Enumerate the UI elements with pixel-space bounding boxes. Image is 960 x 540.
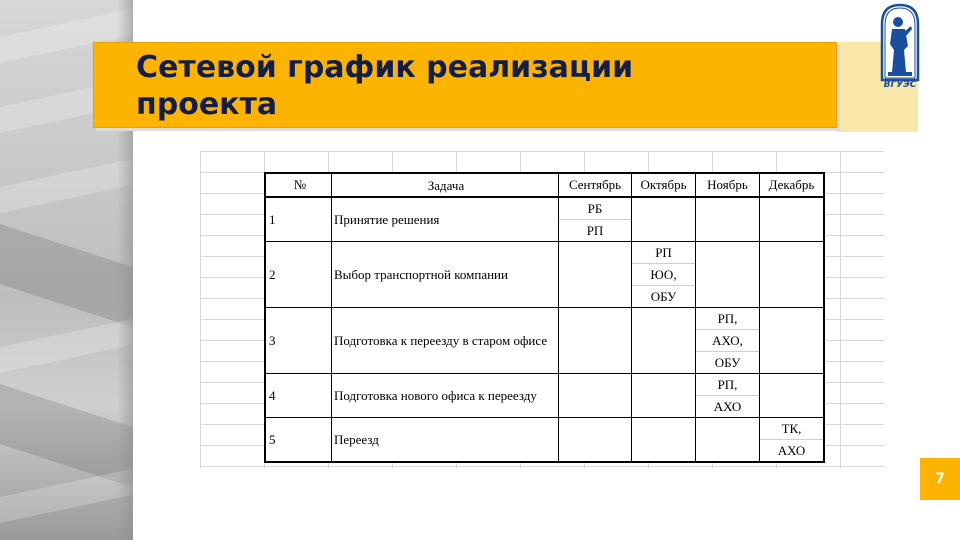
cell-november [696, 242, 760, 308]
header-number: № [265, 173, 332, 197]
cell-october [632, 308, 696, 374]
logo-text: ВГУЭС [883, 80, 917, 90]
cell-october [632, 418, 696, 463]
responsible-label: АХО [777, 443, 806, 458]
slide-title: Сетевой график реализации проекта [136, 50, 634, 122]
row-task: Принятие решения [332, 197, 559, 242]
responsible-label: ТК, [760, 418, 823, 440]
cell-december [760, 374, 825, 418]
row-number: 2 [265, 242, 332, 308]
responsible-label: ОБУ [714, 355, 741, 370]
cell-september [559, 197, 632, 242]
header-september: Сентябрь [559, 173, 632, 197]
responsible-label: РП, [696, 308, 759, 330]
table-row [265, 308, 824, 374]
table-row [265, 418, 824, 463]
responsible-label: РБ [559, 198, 631, 220]
row-number: 4 [265, 374, 332, 418]
responsible-label: РП, [696, 374, 759, 396]
page-number: 7 [920, 458, 960, 500]
table-row [265, 197, 824, 242]
cell-september [559, 308, 632, 374]
header-october: Октябрь [632, 173, 696, 197]
cell-september [559, 418, 632, 463]
cell-september [559, 374, 632, 418]
cell-december [760, 242, 825, 308]
statue-emblem-icon [878, 2, 922, 82]
cell-november [696, 374, 760, 418]
row-task: Подготовка нового офиса к переезду [332, 374, 559, 418]
header-december: Декабрь [760, 173, 825, 197]
cell-september [559, 242, 632, 308]
responsible-label: АХО [713, 399, 742, 414]
responsible-label: ЮО, [632, 264, 695, 286]
title-bar [93, 42, 837, 128]
responsible-label: АХО, [696, 330, 759, 352]
table-header-row [265, 173, 824, 197]
cell-november [696, 197, 760, 242]
cell-december [760, 418, 825, 463]
header-november: Ноябрь [696, 173, 760, 197]
row-number: 5 [265, 418, 332, 463]
university-logo [878, 2, 922, 96]
table-row [265, 374, 824, 418]
cell-november [696, 308, 760, 374]
row-task: Выбор транспортной компании [332, 242, 559, 308]
cell-december [760, 308, 825, 374]
cell-november [696, 418, 760, 463]
cell-december [760, 197, 825, 242]
responsible-label: ОБУ [650, 289, 677, 304]
cell-october [632, 197, 696, 242]
header-task: Задача [332, 173, 559, 197]
responsible-label: РП [632, 242, 695, 264]
row-task: Переезд [332, 418, 559, 463]
cell-october [632, 242, 696, 308]
cell-october [632, 374, 696, 418]
row-number: 1 [265, 197, 332, 242]
schedule-table [264, 172, 825, 463]
table-row [265, 242, 824, 308]
row-number: 3 [265, 308, 332, 374]
row-task: Подготовка к переезду в старом офисе [332, 308, 559, 374]
responsible-label: РП [586, 223, 604, 238]
